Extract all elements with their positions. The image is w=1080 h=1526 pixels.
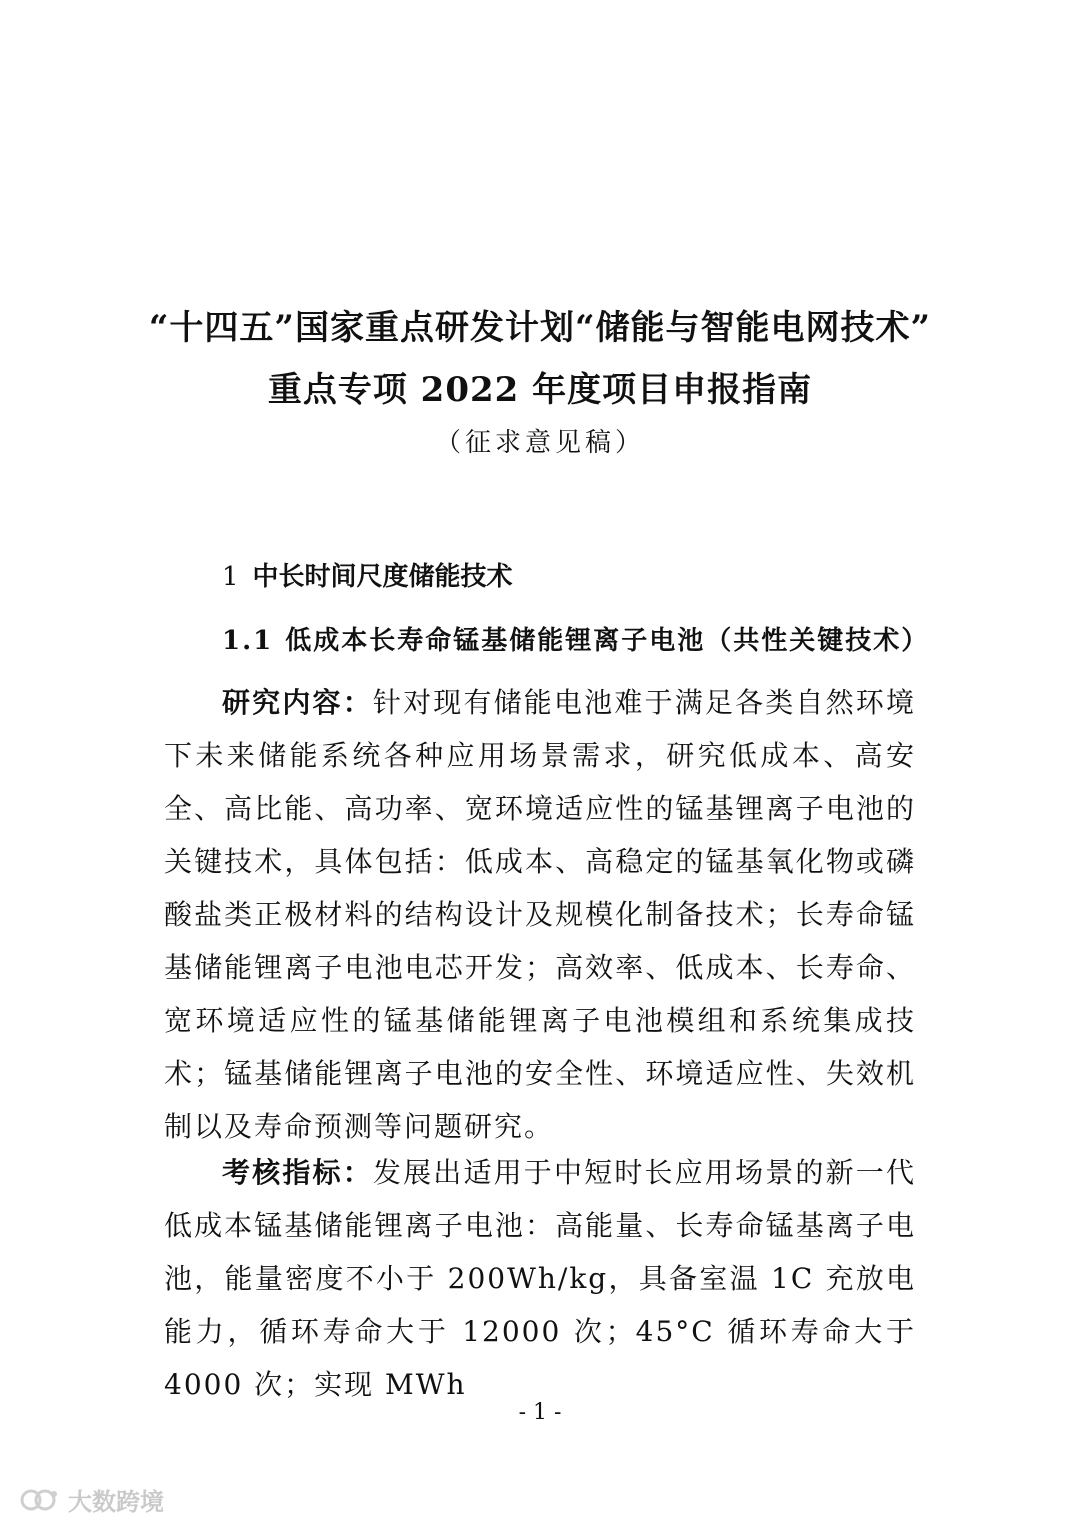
subsection-title: 低成本长寿命锰基储能锂离子电池（共性关键技术） bbox=[285, 626, 930, 656]
research-content-text: 针对现有储能电池难于满足各类自然环境下未来储能系统各种应用场景需求，研究低成本、高安全、高比能、高功率、宽环境适应性的锰基锂离子电池的关键技术，具体包括：低成本、高稳定的锰基氧化物或磷酸盐类正极材料的结构设计及规模化制备技术；长寿命锰基储能锂离子电池电芯开发；高效率、低成本、长寿命、宽环境适应性的锰基储能锂离子电池模组和系统集成技术；锰基储能锂离子电池的安全性、环境适应性、失效机制以及寿命预测等问题研究。 bbox=[164, 686, 916, 1143]
section-title: 中长时间尺度储能技术 bbox=[252, 562, 513, 592]
section-heading-1-1 bbox=[222, 620, 929, 657]
brand-logo-icon bbox=[20, 1486, 60, 1514]
assessment-text: 发展出适用于中短时长应用场景的新一代低成本锰基储能锂离子电池：高能量、长寿命锰基离子电池，能量密度不小于 200Wh/kg，具备室温 1C 充放电能力，循环寿命大于 12000 次；45°C 循环寿命大于 4000 次；实现 MWh bbox=[164, 1156, 916, 1401]
section-heading-1 bbox=[222, 556, 513, 593]
page-number: - 1 - bbox=[518, 1400, 562, 1425]
section-number: 1 bbox=[222, 562, 239, 592]
assessment-label: 考核指标： bbox=[222, 1156, 373, 1189]
document-title-line-2: 重点专项 2022 年度项目申报指南 bbox=[267, 370, 813, 410]
research-content-paragraph bbox=[164, 676, 916, 1153]
watermark-text: 大数跨境 bbox=[68, 1488, 164, 1516]
subsection-number: 1.1 bbox=[222, 626, 274, 656]
watermark bbox=[20, 1482, 164, 1517]
document-subtitle: （征求意见稿） bbox=[434, 428, 645, 458]
assessment-paragraph bbox=[164, 1146, 916, 1411]
research-content-label: 研究内容： bbox=[222, 686, 373, 719]
document-title-line-1: “十四五”国家重点研发计划“储能与智能电网技术” bbox=[148, 308, 932, 348]
